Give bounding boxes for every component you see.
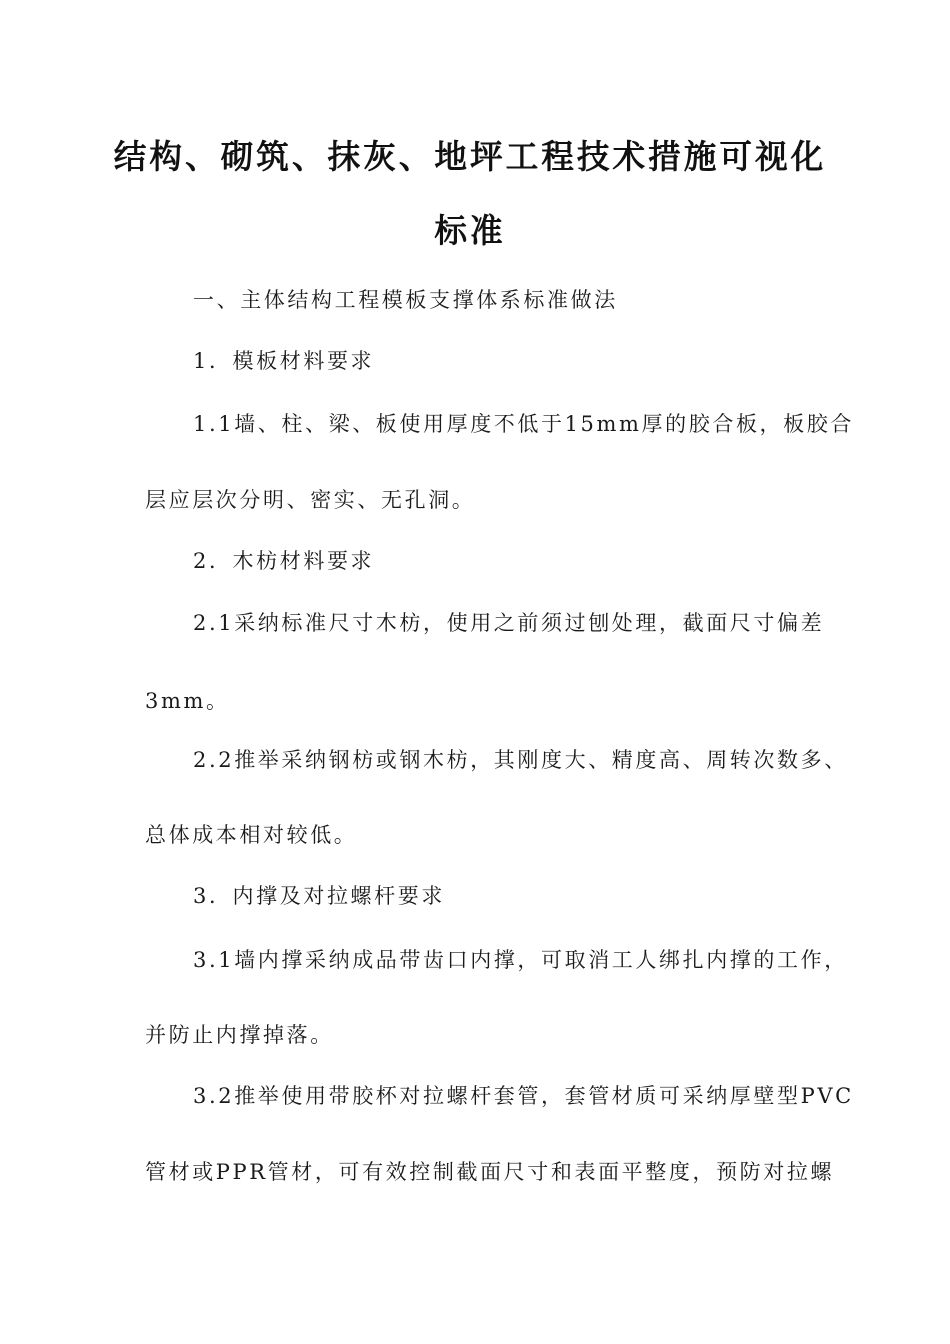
- subsection-heading: 1．模板材料要求: [193, 349, 375, 373]
- paragraph-line: 管材或PPR管材，可有效控制截面尺寸和表面平整度，预防对拉螺: [145, 1160, 835, 1184]
- document-title-line-1: 结构、砌筑、抹灰、地坪工程技术措施可视化: [113, 137, 827, 176]
- paragraph-line: 3.2推举使用带胶杯对拉螺杆套管，套管材质可采纳厚壁型PVC: [193, 1084, 854, 1108]
- paragraph-line: 总体成本相对较低。: [145, 823, 358, 847]
- paragraph-line: 3.1墙内撑采纳成品带齿口内撑，可取消工人绑扎内撑的工作，: [193, 948, 848, 972]
- paragraph-line: 2.1采纳标准尺寸木枋，使用之前须过刨处理，截面尺寸偏差: [193, 611, 825, 635]
- document-title-line-2: 标准: [434, 211, 506, 250]
- paragraph-line: 3mm。: [145, 689, 230, 713]
- paragraph-line: 层应层次分明、密实、无孔洞。: [145, 488, 476, 512]
- paragraph-line: 并防止内撑掉落。: [145, 1023, 334, 1047]
- subsection-heading: 2．木枋材料要求: [193, 549, 375, 573]
- paragraph-line: 2.2推举采纳钢枋或钢木枋，其刚度大、精度高、周转次数多、: [193, 748, 848, 772]
- section-heading: 一、主体结构工程模板支撑体系标准做法: [193, 288, 618, 312]
- paragraph-line: 1.1墙、柱、梁、板使用厚度不低于15mm厚的胶合板，板胶合: [193, 412, 854, 436]
- subsection-heading: 3．内撑及对拉螺杆要求: [193, 884, 445, 908]
